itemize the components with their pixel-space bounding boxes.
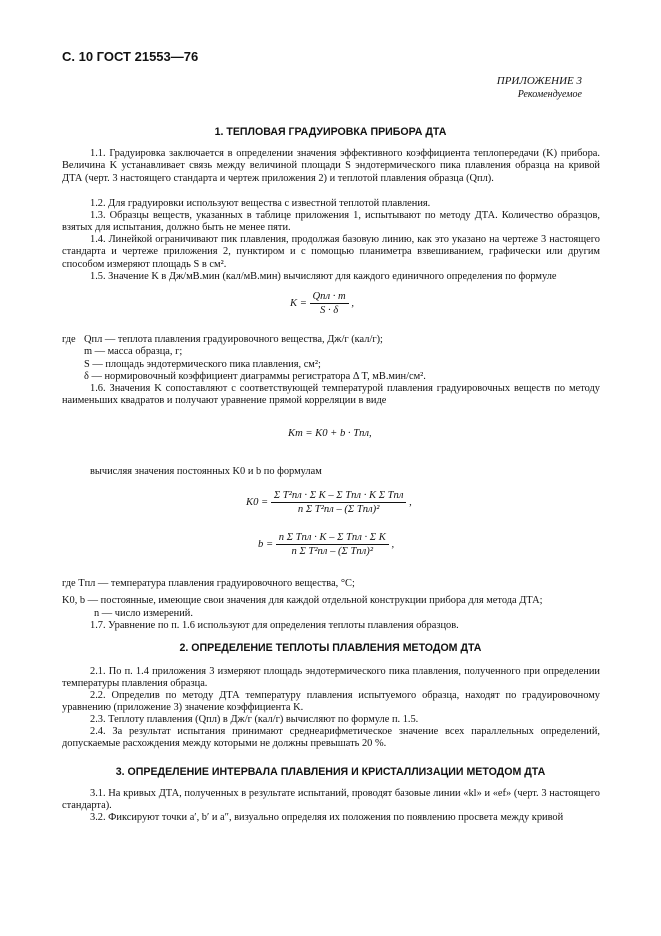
section-2-title: 2. ОПРЕДЕЛЕНИЕ ТЕПЛОТЫ ПЛАВЛЕНИЯ МЕТОДОМ ДТА [179,642,482,654]
paragraph-1-1: 1.1. Градуировка заключается в определении значения эффективного коэффициента теплопередачи (K) прибора. Величина K устанавливает связь между величиной площади S эндотермического пика плавления образца на кривой ДТА (черт. 3 настоящего стандарта и чертеж приложения 2) и теплотой плавления образца (Qпл). [62,148,600,184]
formula-b-denominator: n Σ T²пл – (Σ Tпл)² [291,546,373,557]
formula-k0-numerator: Σ T²пл · Σ K – Σ Tпл · K Σ Tпл [271,490,407,503]
paragraph-1-7: 1.7. Уравнение по п. 1.6 используют для определения теплоты плавления образцов. [90,620,459,631]
where-item: S — площадь эндотермического пика плавления, см²; [84,358,321,370]
paragraph-1-6: 1.6. Значения K сопоставляют с соответствующей температурой плавления градуировочных веществ по методу наименьших квадратов и получают уравнение прямой корреляции в виде [62,383,600,407]
paragraph-2-1: 2.1. По п. 1.4 приложения 3 измеряют площадь эндотермического пика плавления, полученного при определении температуры плавления образца. [62,666,600,690]
formula-k0-denominator: n Σ T²пл – (Σ Tпл)² [297,504,380,515]
appendix-label [497,75,582,101]
section-3-title: 3. ОПРЕДЕЛЕНИЕ ИНТЕРВАЛА ПЛАВЛЕНИЯ И КРИСТАЛЛИЗАЦИИ МЕТОДОМ ДТА [115,766,546,778]
paragraph-3-2: 3.2. Фиксируют точки a′, b′ и a″, визуально определяя их положения по появлению просвета между кривой [90,812,564,823]
formula-k-numerator: Qпл · m [310,291,349,304]
formula-b-numerator: n Σ Tпл · K – Σ Tпл · Σ K [276,532,389,545]
formula-b-tail: , [391,538,395,550]
where-item: m — масса образца, г; [84,346,183,358]
calc-intro: вычисляя значения постоянных K0 и b по формулам [90,466,322,477]
formula-k0-lhs: K0 = [246,496,269,508]
formula-b [258,532,394,557]
where-list [84,334,600,384]
appendix-title: ПРИЛОЖЕНИЕ 3 [496,75,582,87]
formula-b-fraction [276,532,389,557]
paragraph-3-1: 3.1. На кривых ДТА, полученных в результате испытаний, проводят базовые линии «kl» и «ef» (черт. 3 настоящего стандарта). [62,788,600,812]
section-1-title: 1. ТЕПЛОВАЯ ГРАДУИРОВКА ПРИБОРА ДТА [214,126,447,138]
where2-item: K0, b — постоянные, имеющие свои значения для каждой отдельной конструкции прибора для метода ДТА; [62,595,543,607]
page-header: С. 10 ГОСТ 21553—76 [62,49,199,64]
where-label: где [62,334,76,345]
formula-k0-tail: , [409,496,412,508]
paragraph-1-4: 1.4. Линейкой ограничивают пик плавления, продолжая базовую линию, как это указано на чертеже 3 настоящего стандарта и чертеже приложения 2, пунктиром и с помощью планиметра взвешиванием, графически или другим способом измеряют площадь S в см². [62,234,600,270]
where2-item: где Tпл — температура плавления градуировочного вещества, °C; [62,578,355,589]
paragraph-2-4: 2.4. За результат испытания принимают среднеарифметическое значение всех параллельных определений, допускаемые расхождения между которыми не должны превышать 20 %. [62,726,600,750]
formula-k [290,291,354,316]
formula-k0-fraction [271,490,407,515]
where-item: Qпл — теплота плавления градуировочного вещества, Дж/г (кал/г); [84,334,383,345]
where-item: δ — нормировочный коэффициент диаграммы регистратора Δ T, мВ.мин/см². [84,371,426,383]
appendix-status: Рекомендуемое [517,89,582,100]
paragraph-2-3: 2.3. Теплоту плавления (Qпл) в Дж/г (кал/г) вычисляют по формуле п. 1.5. [90,714,419,725]
formula-k0 [246,490,412,515]
formula-b-lhs: b = [258,538,274,550]
paragraph-1-2: 1.2. Для градуировки используют вещества с известной теплотой плавления. [90,198,431,209]
formula-k-tail: , [351,297,355,309]
formula-kt: Kт = K0 + b · Tпл, [288,428,372,439]
formula-k-denominator: S · δ [320,305,339,316]
where2-list [62,578,600,620]
where2-item: n — число измерений. [94,607,193,619]
paragraph-1-5: 1.5. Значение K в Дж/мВ.мин (кал/мВ.мин) вычисляют для каждого единичного определения по формуле [90,271,557,282]
formula-k-fraction [310,291,349,316]
paragraph-2-2: 2.2. Определив по методу ДТА температуру плавления испытуемого образца, находят по градуировочному уравнению (приложение 3) значение коэффициента K. [62,690,600,714]
paragraph-1-3: 1.3. Образцы веществ, указанных в таблице приложения 1, испытывают по методу ДТА. Количество образцов, взятых для испытания, должно быть не менее пяти. [62,210,600,234]
formula-k-lhs: K = [290,297,307,309]
